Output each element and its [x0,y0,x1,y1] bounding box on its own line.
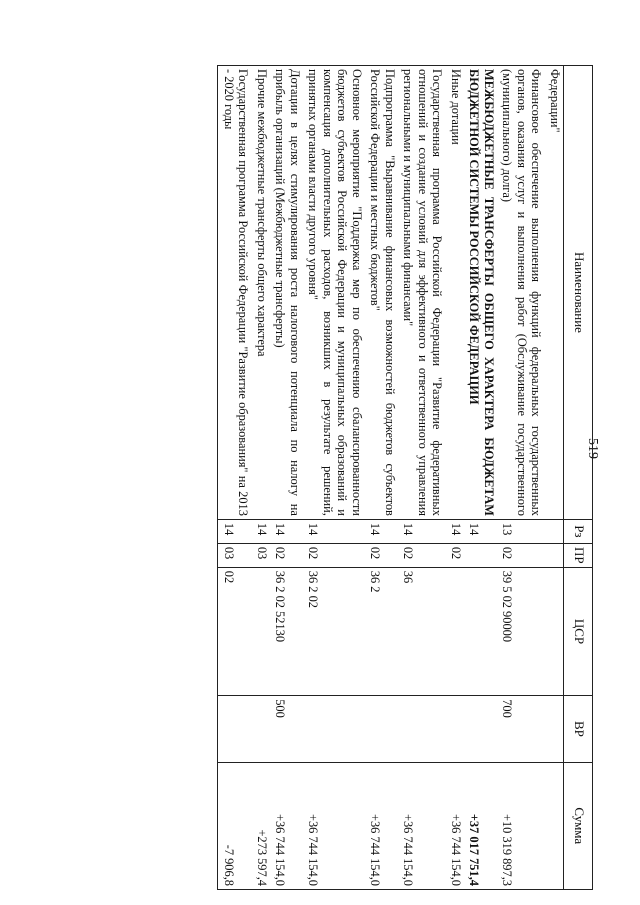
row-rz: 14 [252,519,271,543]
row-rz: 14 [446,519,465,543]
table-row [303,66,365,890]
row-pr: 03 [218,543,252,567]
row-csr [464,567,497,695]
row-sum: +36 744 154,0 [398,762,446,889]
table-body [218,66,564,890]
row-csr [545,567,564,695]
row-sum: +36 744 154,0 [270,762,303,889]
row-vr: 700 [497,696,545,762]
header-pr: ПР [564,543,593,567]
row-name: Финансовое обеспечение выполнения функций федеральных государственных органов, оказания услуг и выполнения работ (Обслуживание государственного (муниципального) долга) [497,66,545,520]
budget-table [218,65,594,890]
row-name: МЕЖБЮДЖЕТНЫЕ ТРАНСФЕРТЫ ОБЩЕГО ХАРАКТЕРА БЮДЖЕТАМ БЮДЖЕТНОЙ СИСТЕМЫ РОССИЙСКОЙ ФЕДЕРАЦИИ [464,66,497,520]
header-csr: ЦСР [564,567,593,695]
row-pr: 02 [446,543,465,567]
table-header-row [564,66,593,890]
row-csr: 36 2 02 [303,567,365,695]
row-sum: -7 906,8 [218,762,252,889]
row-rz: 14 [303,519,365,543]
row-rz: 13 [497,519,545,543]
row-name: Основное мероприятие "Поддержка мер по обеспечению сбалансированности бюджетов субъектов Российской Федерации и муниципальных образований и компенсация дополнительных расходов, возникших в результате решений, принятых органами власти другого уровня" [303,66,365,520]
row-pr [545,543,564,567]
header-sum: Сумма [564,762,593,889]
row-sum: +36 744 154,0 [365,762,398,889]
row-csr: 36 2 [365,567,398,695]
row-name: Государственная программа Российской Федерации "Развитие федеративных отношений и создание условий для эффективного и ответственного управления региональными и муниципальными финансами" [398,66,446,520]
row-pr: 03 [252,543,271,567]
row-rz: 14 [398,519,446,543]
row-name: Прочие межбюджетные трансферты общего характера [252,66,271,520]
row-pr [464,543,497,567]
table-row [446,66,465,890]
row-csr: 39 5 02 90000 [497,567,545,695]
table-row [545,66,564,890]
table-row [497,66,545,890]
table-row [252,66,271,890]
row-vr [464,696,497,762]
table-row [398,66,446,890]
table-row [464,66,497,890]
row-vr [252,696,271,762]
table-row [270,66,303,890]
row-rz: 14 [464,519,497,543]
row-vr [218,696,252,762]
row-vr: 500 [270,696,303,762]
row-name: Федерации" [545,66,564,520]
row-vr [446,696,465,762]
table-row [365,66,398,890]
header-vr: ВР [564,696,593,762]
row-vr [365,696,398,762]
row-csr [252,567,271,695]
row-rz [545,519,564,543]
row-rz: 14 [365,519,398,543]
row-sum: +36 744 154,0 [446,762,465,889]
row-pr: 02 [398,543,446,567]
row-pr: 02 [303,543,365,567]
row-name: Иные дотации [446,66,465,520]
row-csr: 36 2 02 52130 [270,567,303,695]
rotated-table-wrapper [218,65,594,890]
row-rz: 14 [218,519,252,543]
row-sum: +10 319 897,3 [497,762,545,889]
row-vr [303,696,365,762]
table-row [218,66,252,890]
row-rz: 14 [270,519,303,543]
header-rz: Рз [564,519,593,543]
page-number: 519 [585,438,600,459]
row-csr: 02 [218,567,252,695]
row-name: Государственная программа Российской Федерации "Развитие образования" на 2013 - 2020 годы [218,66,252,520]
row-pr: 02 [270,543,303,567]
row-pr: 02 [365,543,398,567]
row-vr [398,696,446,762]
row-sum: +37 017 751,4 [464,762,497,889]
row-csr: 36 [398,567,446,695]
row-csr [446,567,465,695]
row-pr: 02 [497,543,545,567]
row-sum [545,762,564,889]
row-vr [545,696,564,762]
row-name: Подпрограмма "Выравнивание финансовых возможностей бюджетов субъектов Российской Федерации и местных бюджетов" [365,66,398,520]
row-sum: +273 597,4 [252,762,271,889]
row-sum: +36 744 154,0 [303,762,365,889]
row-name: Дотации в целях стимулирования роста налогового потенциала по налогу на прибыль организаций (Межбюджетные трансферты) [270,66,303,520]
header-name: Наименование [564,66,593,520]
